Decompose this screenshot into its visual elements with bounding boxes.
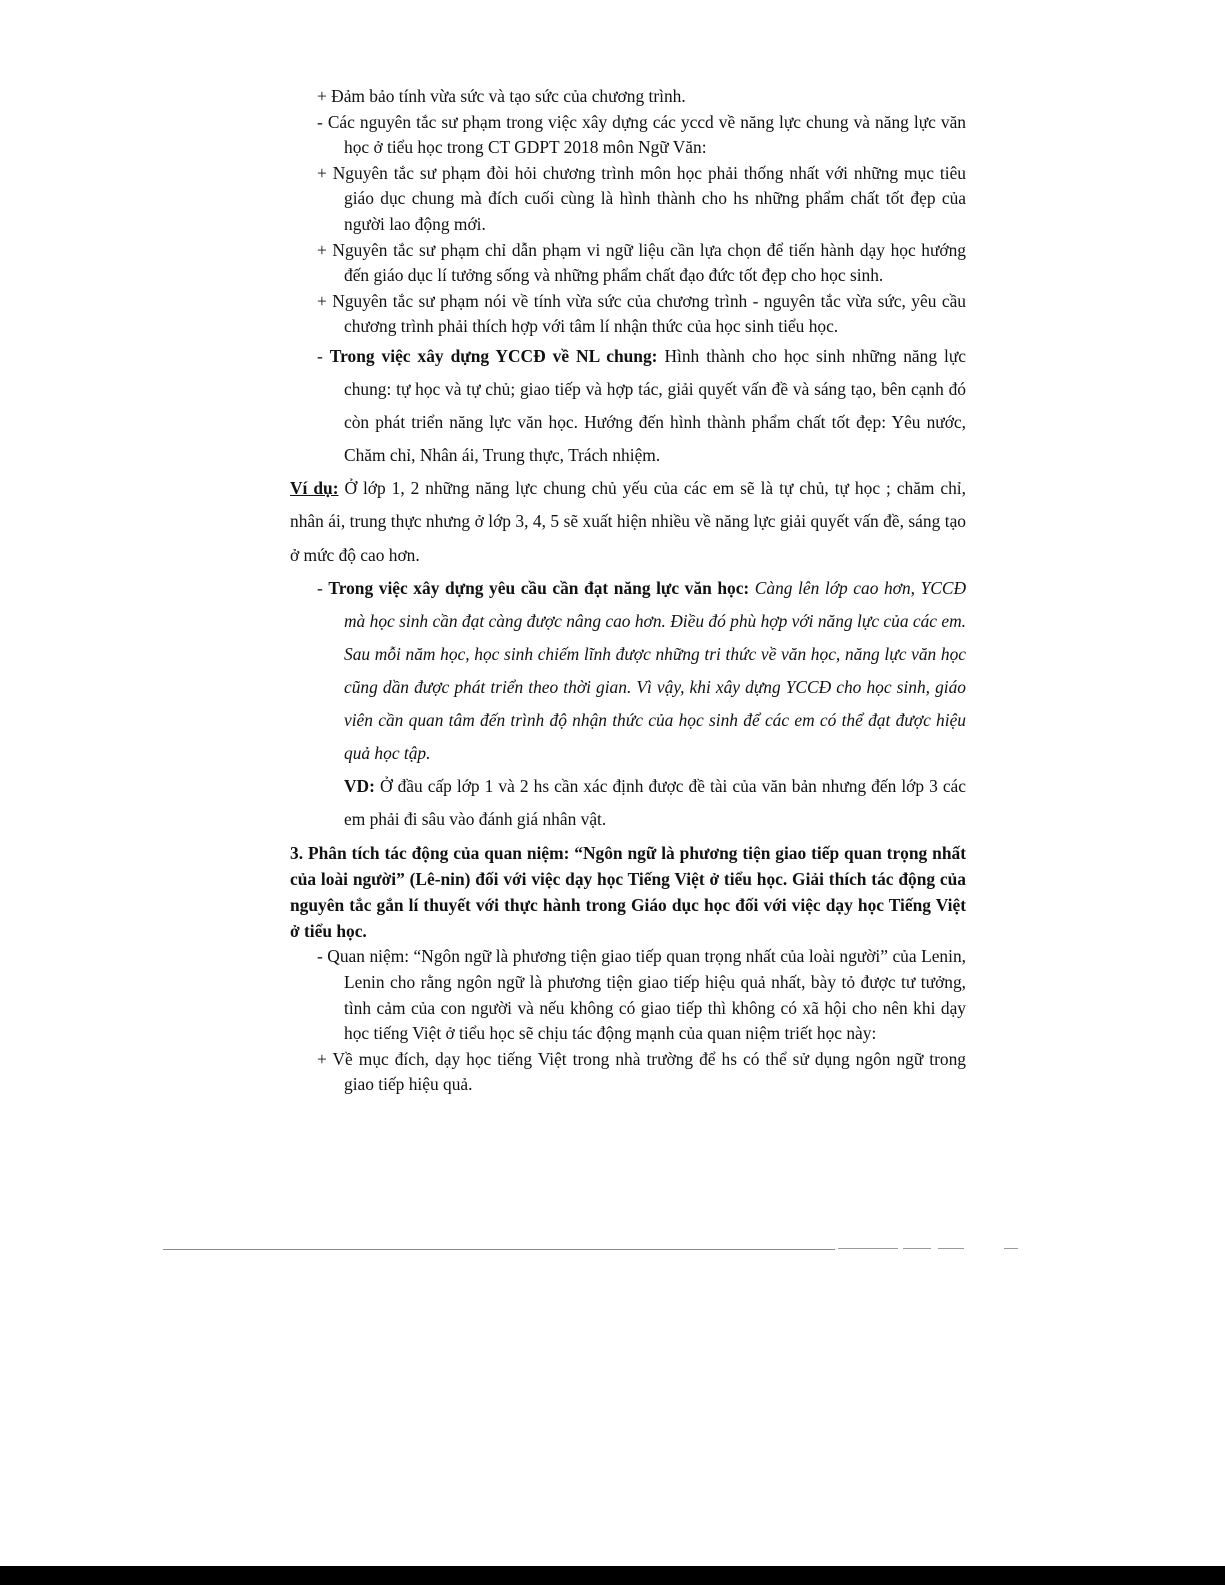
bullet-suitability: + Nguyên tắc sư phạm nói về tính vừa sức của chương trình - nguyên tắc vừa sức, yêu cầu chương trình phải thích hợp với tâm lí nhận thức của học sinh tiểu học.: [317, 290, 966, 337]
dash-lenin-concept: - Quan niệm: “Ngôn ngữ là phương tiện giao tiếp quan trọng nhất của loài người” của Lenin, Lenin cho rằng ngôn ngữ là phương tiện giao tiếp hiệu quả nhất, bày tỏ được tư tưởng, tình cảm của con người và nếu không có giao tiếp thì không có xã hội cho nên khi dạy học tiếng Việt ở tiểu học sẽ chịu tác động mạnh của quan niệm triết học này:: [317, 946, 966, 1044]
general-competence-label: Trong việc xây dựng YCCĐ về NL chung:: [329, 345, 658, 366]
dash-general-competence: [290, 340, 966, 472]
footer-rule: [163, 1249, 835, 1250]
bullet-purpose: + Về mục đích, dạy học tiếng Việt trong nhà trường để hs có thể sử dụng ngôn ngữ trong giao tiếp hiệu quả.: [317, 1048, 966, 1095]
literary-competence-label: Trong việc xây dựng yêu cầu cần đạt năng lực văn học:: [328, 578, 750, 599]
bullet-balance: + Đảm bảo tính vừa sức và tạo sức của chương trình.: [317, 86, 686, 106]
vd-paragraph: [290, 770, 966, 836]
bullet-unified-goals: + Nguyên tắc sư phạm đòi hỏi chương trình môn học phải thống nhất với những mục tiêu giáo dục chung mà đích cuối cùng là hình thành cho hs những phẩm chất tốt đẹp của người lao động mới.: [317, 162, 966, 234]
bottom-black-bar: [0, 1566, 1225, 1585]
footer-rule-fragment: [1004, 1248, 1018, 1249]
footer-rule-fragment: [838, 1248, 898, 1249]
section-heading-3: 3. Phân tích tác động của quan niệm: “Ngôn ngữ là phương tiện giao tiếp quan trọng nhất của loài người” (Lê-nin) đối với việc dạy học Tiếng Việt ở tiểu học. Giải thích tác động của nguyên tắc gắn lí thuyết với thực hành trong Giáo dục học đối với việc dạy học Tiếng Việt ở tiểu học.: [290, 843, 966, 942]
dash-prefix: -: [317, 578, 329, 599]
footer-rule-fragment: [938, 1248, 964, 1249]
example-label: Ví dụ:: [290, 477, 339, 498]
bullet-material-scope: + Nguyên tắc sư phạm chỉ dẫn phạm vi ngữ liệu cần lựa chọn để tiến hành dạy học hướng đến giáo dục lí tưởng sống và những phẩm chất đạo đức tốt đẹp cho học sinh.: [317, 239, 966, 286]
general-competence-text: Hình thành cho học sinh những năng lực chung: tự học và tự chủ; giao tiếp và hợp tác, giải quyết vấn đề và sáng tạo, bên cạnh đó còn phát triển năng lực văn học. Hướng đến hình thành phẩm chất tốt đẹp: Yêu nước, Chăm chỉ, Nhân ái, Trung thực, Trách nhiệm.: [344, 345, 966, 465]
example-paragraph: [290, 472, 966, 573]
page-content: [290, 84, 966, 1098]
footer-rule-fragment: [903, 1248, 931, 1249]
literary-competence-text: Càng lên lớp cao hơn, YCCĐ mà học sinh cần đạt càng được nâng cao hơn. Điều đó phù hợp với năng lực của các em. Sau mỗi năm học, học sinh chiếm lĩnh được những tri thức về văn học, năng lực văn học cũng dần được phát triển theo thời gian. Vì vậy, khi xây dựng YCCĐ cho học sinh, giáo viên cần quan tâm đến trình độ nhận thức của học sinh để các em có thể đạt được hiệu quả học tập.: [344, 578, 967, 764]
dash-pedagogical-principles: - Các nguyên tắc sư phạm trong việc xây dựng các yccd về năng lực chung và năng lực văn học ở tiểu học trong CT GDPT 2018 môn Ngữ Văn:: [317, 111, 966, 158]
vd-text: Ở đầu cấp lớp 1 và 2 hs cần xác định được đề tài của văn bản nhưng đến lớp 3 các em phải đi sâu vào đánh giá nhân vật.: [344, 776, 966, 830]
dash-prefix: -: [317, 345, 330, 366]
vd-label: VD:: [344, 776, 375, 797]
example-text: Ở lớp 1, 2 những năng lực chung chủ yếu của các em sẽ là tự chủ, tự học ; chăm chỉ, nhân ái, trung thực nhưng ở lớp 3, 4, 5 sẽ xuất hiện nhiều về năng lực giải quyết vấn đề, sáng tạo ở mức độ cao hơn.: [290, 477, 966, 565]
dash-literary-competence: [290, 572, 966, 770]
